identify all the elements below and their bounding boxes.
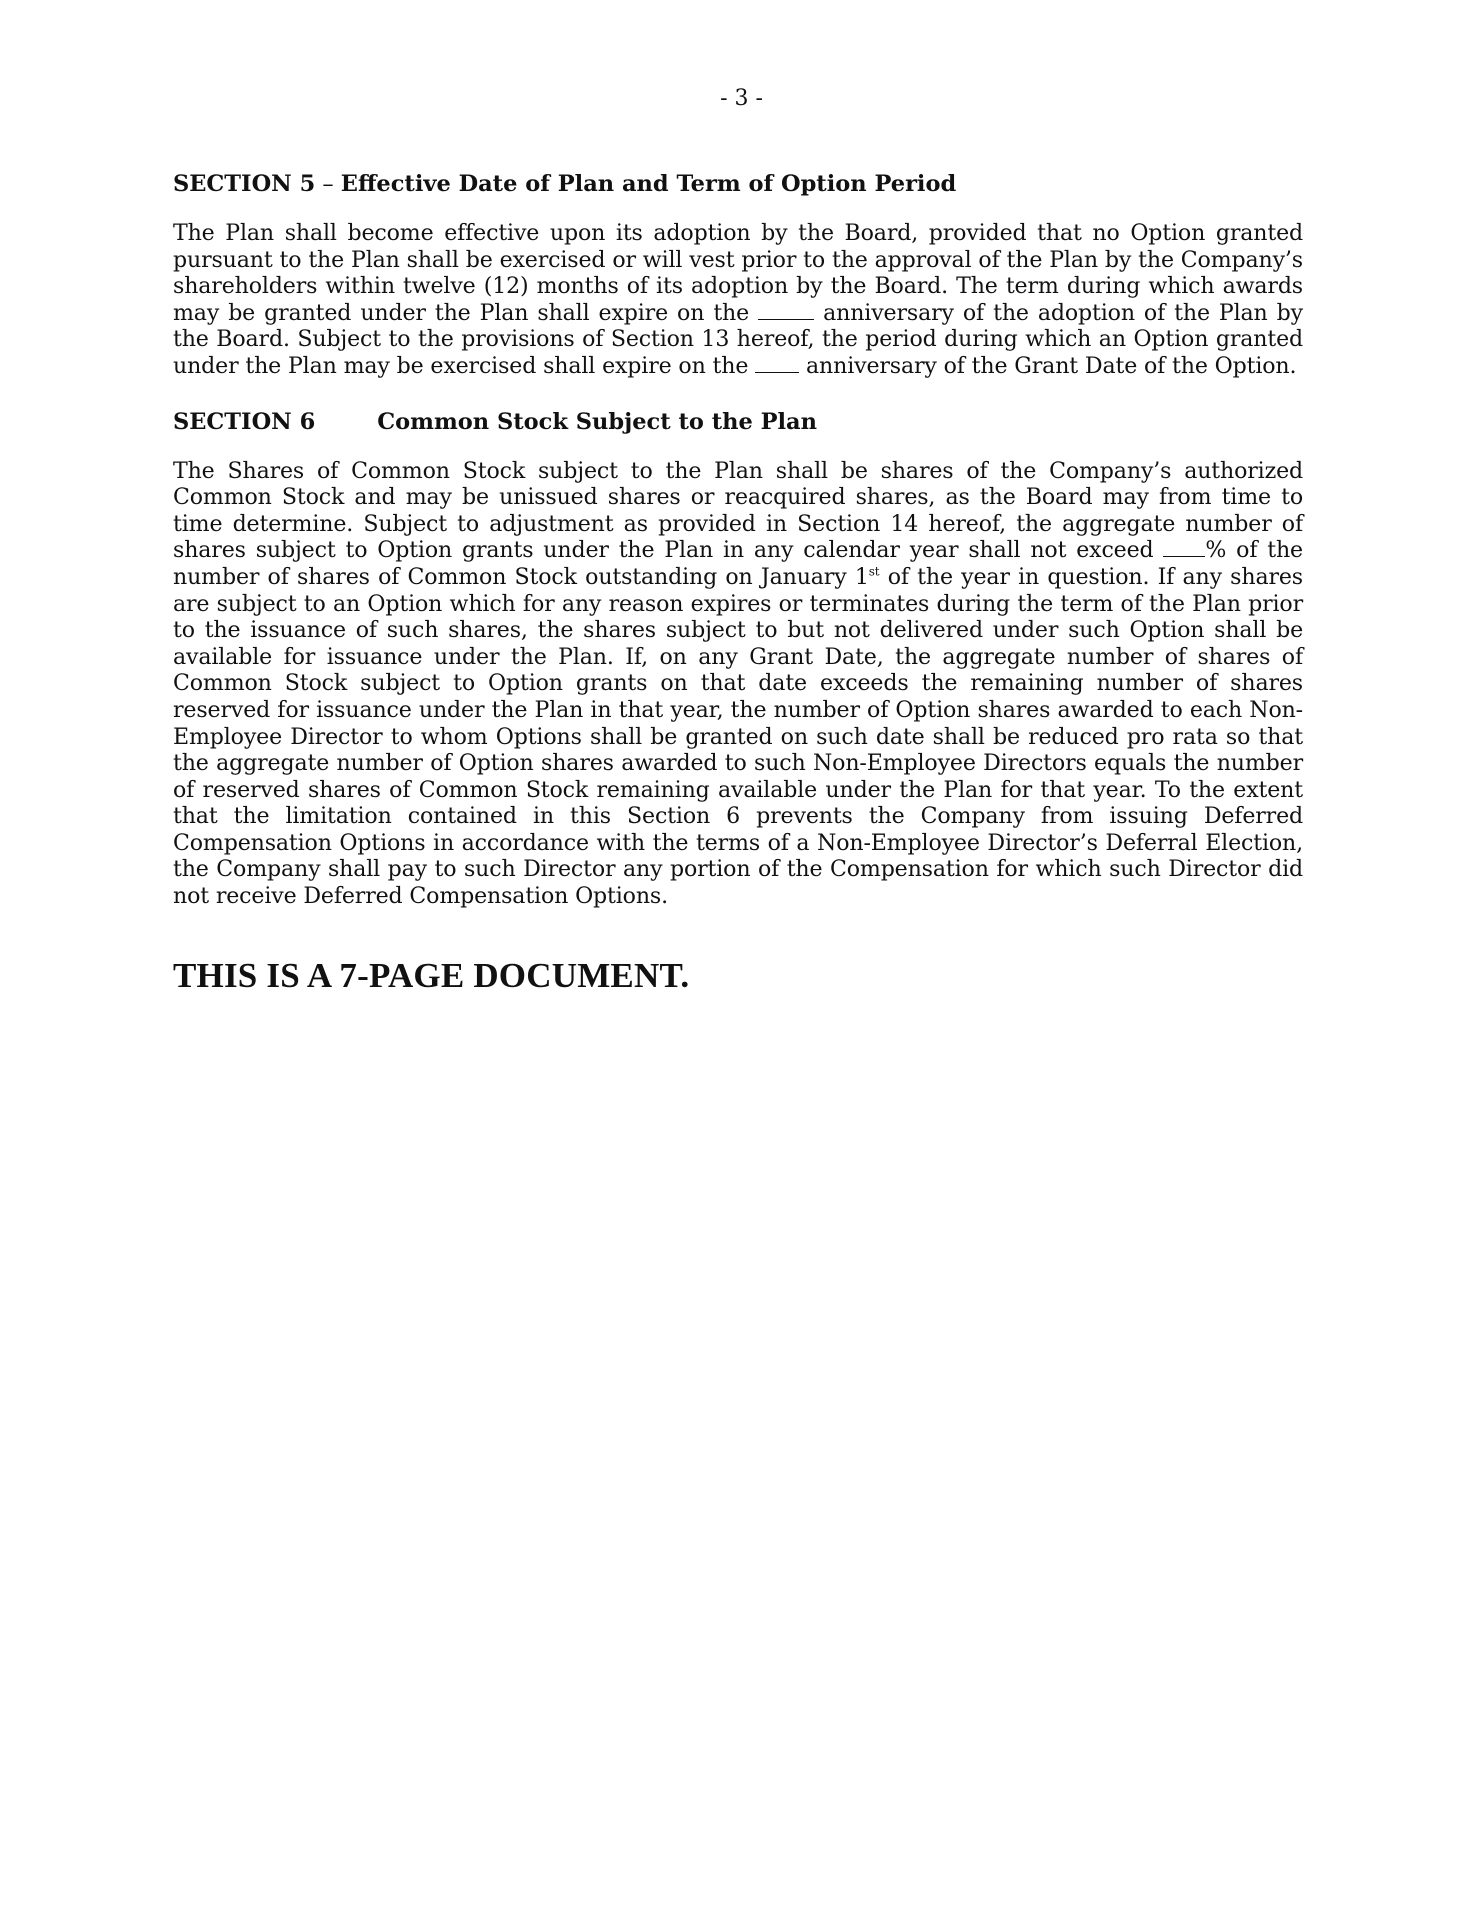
- section-5-text-part-2: anniversary of the adoption of the Plan by the Board. Subject to the provisions of Section 13 hereof, the period during which an Option granted under the Plan may be exercised shall expire on the: [173, 299, 1303, 379]
- section-5-text-part-1: The Plan shall become effective upon its adoption by the Board, provided that no Option granted pursuant to the Plan shall be exercised or will vest prior to the approval of the Plan by the Company’s shareholders within twelve (12) months of its adoption by the Board. The term during which awards may be granted under the Plan shall expire on the: [173, 220, 1303, 326]
- section-5-text-part-3: anniversary of the Grant Date of the Option.: [799, 352, 1297, 379]
- section-6-heading: [173, 408, 1303, 436]
- section-6-title: SECTION 6: [173, 408, 316, 435]
- section-6-heading-text: Common Stock Subject to the Plan: [377, 408, 817, 435]
- section-6-paragraph: [173, 458, 1303, 910]
- section-5-paragraph: [173, 220, 1303, 380]
- section-6-text-part-2: % of the number of shares of Common Stock outstanding on January 1: [173, 537, 1303, 590]
- document-body: [173, 170, 1303, 938]
- section-5-heading-text: Effective Date of Plan and Term of Option Period: [340, 171, 957, 197]
- ordinal-suffix: st: [868, 564, 880, 579]
- page-number: - 3 -: [720, 86, 763, 111]
- section-5-heading: [173, 170, 1303, 198]
- blank-line: [755, 356, 799, 373]
- section-5-title: SECTION 5: [173, 171, 316, 197]
- page-count-notice: THIS IS A 7-PAGE DOCUMENT.: [173, 956, 690, 995]
- blank-line: [1163, 540, 1205, 557]
- section-6-text-part-3: of the year in question. If any shares are subject to an Option which for any reason expires or terminates during the term of the Plan prior to the issuance of such shares, the shares subject to but not delivered under such Option shall be available for issuance under the Plan. If, on any Grant Date, the aggregate number of shares of Common Stock subject to Option grants on that date exceeds the remaining number of shares reserved for issuance under the Plan in that year, the number of Option shares awarded to each Non-Employee Director to whom Options shall be granted on such date shall be reduced pro rata so that the aggregate number of Option shares awarded to such Non-Employee Directors equals the number of reserved shares of Common Stock remaining available under the Plan for that year. To the extent that the limitation contained in this Section 6 prevents the Company from issuing Deferred Compensation Options in accordance with the terms of a Non-Employee Director’s Deferral Election, the Company shall pay to such Director any portion of the Compensation for which such Director did not receive Deferred Compensation Options.: [173, 563, 1303, 910]
- section-5-dash: –: [315, 171, 341, 197]
- blank-line: [758, 303, 814, 320]
- section-6-text-part-1: The Shares of Common Stock subject to the Plan shall be shares of the Company’s authorized Common Stock and may be unissued shares or reacquired shares, as the Board may from time to time determine. Subject to adjustment as provided in Section 14 hereof, the aggregate number of shares subject to Option grants under the Plan in any calendar year shall not exceed: [173, 457, 1303, 564]
